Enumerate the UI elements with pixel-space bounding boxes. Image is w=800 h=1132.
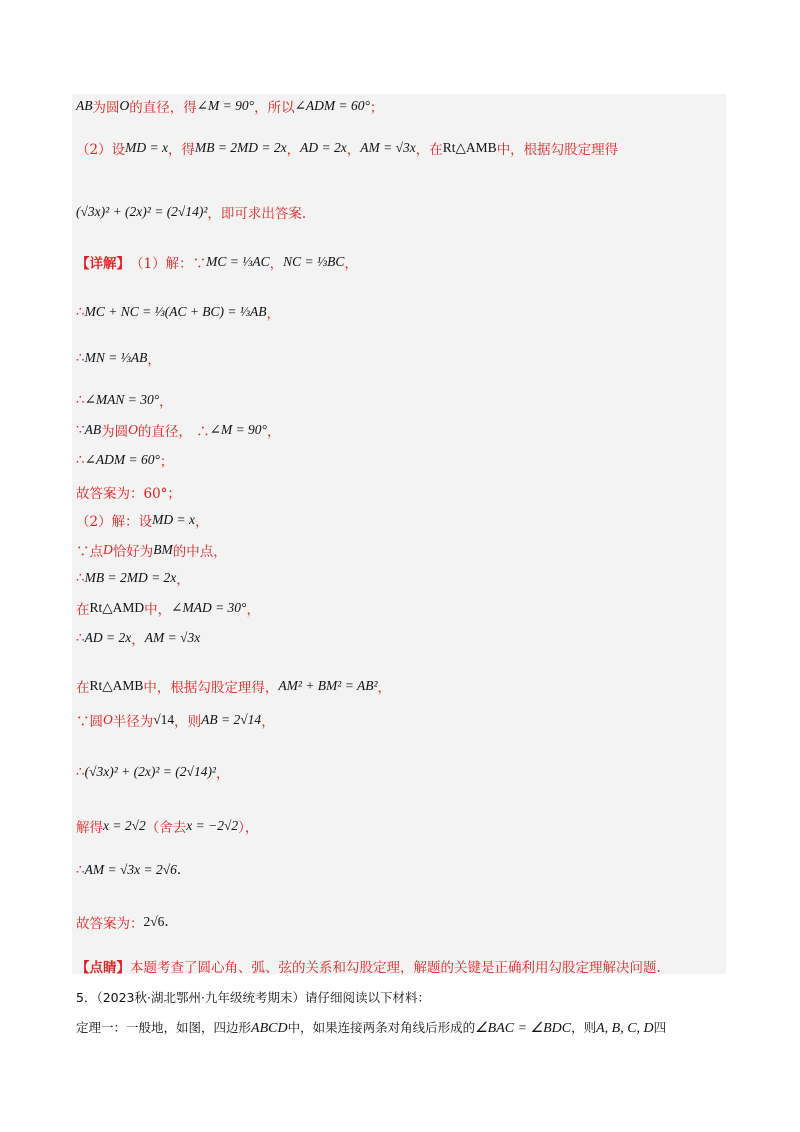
answer-line-10: 故答案为：60°； — [76, 486, 181, 502]
answer-line-7: ∴ ∠MAN = 30° ， — [76, 392, 173, 410]
answer-line-17: ∵圆 O 半径为 √14 ，则 AB = 2√14 ， — [76, 712, 275, 730]
answer-line-1: AB 为圆 O 的直径，得 ∠M = 90° ，所以 ∠ADM = 60° ； — [76, 98, 384, 116]
question-5-header: 5．（2023秋·湖北鄂州·九年级统考期末）请仔细阅读以下材料： — [76, 990, 430, 1005]
answer-line-4: 【详解】 （1）解：∵ MC = ⅓AC ， NC = ⅓BC ， — [76, 254, 358, 272]
answer-line-18: ∴ (√3x)² + (2x)² = (2√14)² ， — [76, 764, 230, 782]
answer-line-15: ∴ AD = 2x ， AM = √3x — [76, 630, 201, 648]
answer-line-22: 【点睛】 本题考查了圆心角、弧、弦的关系和勾股定理，解题的关键是正确利用勾股定理解决问题. — [76, 960, 661, 976]
answer-line-16: 在 Rt△AMB 中，根据勾股定理得， AM² + BM² = AB² ， — [76, 678, 392, 696]
answer-line-11: （2）解：设 MD = x ， — [76, 512, 209, 530]
answer-line-8: ∵ AB 为圆 O 的直径， ∴ ∠M = 90° ， — [76, 422, 281, 440]
answer-line-2: （2）设 MD = x ，得 MB = 2MD = 2x ， AD = 2x ， AM = √3x ，在 Rt△AMB 中，根据勾股定理得 — [76, 140, 619, 158]
answer-line-14: 在 Rt△AMD 中， ∠MAD = 30° ， — [76, 600, 260, 618]
answer-line-5: ∴ MC + NC = ⅓(AC + BC) = ⅓AB ， — [76, 304, 281, 322]
answer-line-20: ∴ AM = √3x = 2√6 . — [76, 862, 182, 878]
answer-line-3: (√3x)² + (2x)² = (2√14)² ，即可求出答案. — [76, 204, 307, 222]
answer-line-12: ∵点 D 恰好为 BM 的中点， — [76, 542, 227, 560]
question-5-theorem: 定理一：一般地，如图，四边形ABCD中，如果连接两条对角线后形成的∠BAC = ∠BDC，则A, B, C, D四 — [76, 1020, 667, 1036]
answer-panel — [72, 94, 726, 974]
answer-line-6: ∴ MN = ⅓AB ， — [76, 350, 161, 368]
answer-line-21: 故答案为： 2√6 . — [76, 914, 169, 932]
answer-line-13: ∴ MB = 2MD = 2x ， — [76, 570, 190, 588]
answer-line-9: ∴ ∠ADM = 60° ； — [76, 452, 174, 470]
answer-line-19: 解得 x = 2√2 （舍去 x = −2√2 ）， — [76, 818, 259, 836]
